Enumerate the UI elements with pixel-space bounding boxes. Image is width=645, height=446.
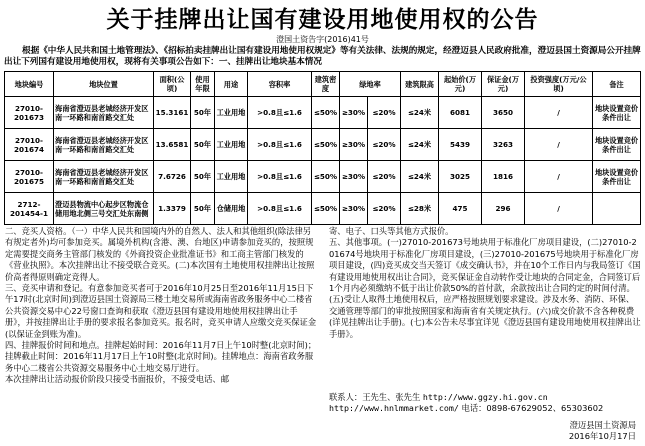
cell-remarks: 地块设置竞价条件出让 [593,97,641,129]
issuing-organization: 澄迈县国土资源局 [569,420,636,430]
section-bidder-qualification: 二、竞买人资格。（一）中华人民共和国境内外的自然人、法人和其他组织(除法律另有规定者外)均可参加竞买。属境外机构(含港、澳、台地区)申请参加竞买的，按照规定需要提交商务主管部门核发的《外商投资企业批准证书》和工商主管部门核发的《营业执照》。本次挂牌出让不接受联合竞买。(二)本次国有土地使用权挂牌出让按照价高者得原则确定竞得人。 [5,226,315,282]
cell-starting-price: 6081 [439,97,482,129]
table-row [5,129,641,161]
cell-height-limit: ≤24米 [401,161,439,193]
cell-area: 7.6726 [154,161,191,193]
cell-term: 50年 [191,129,215,161]
cell-deposit: 3263 [482,129,525,161]
section-bidding-method-cont: 寄、电子、口头等其他方式报价。 [329,226,454,236]
portal-link[interactable]: http://www.ggzy.hi.gov.cn [422,392,548,402]
cell-plot-ratio: >0.8且≤1.6 [248,193,312,225]
cell-plot-ratio: >0.8且≤1.6 [248,97,312,129]
header-green-ratio: 绿地率 [340,72,401,97]
cell-parcel-id: 27010-201675 [5,161,54,193]
header-starting-price: 起始价(万元) [439,72,482,97]
left-column-text [5,226,318,446]
cell-green-ratio-max: ≤20% [368,161,401,193]
table-row [5,161,641,193]
cell-remarks: 地块设置竞价条件出让 [593,129,641,161]
cell-area: 13.6581 [154,129,191,161]
header-building-density: 建筑密度 [312,72,340,97]
section-bidding-time-place: 四、挂牌报价时间和地点。挂牌起始时间：2016年11月7日上午10时整(北京时间)；挂牌截止时间：2016年11月17日上午10时整(北京时间)。挂牌地点：海南省政务服务中心二楼省公共资源交易服务中心土地交易厅进行。 [5,340,317,373]
cell-term: 50年 [191,193,215,225]
cell-term: 50年 [191,97,215,129]
cell-green-ratio-max: ≤20% [368,193,401,225]
cell-location: 海南省澄迈县老城经济开发区南一环路和南首路交汇处 [54,161,154,193]
cell-starting-price: 3025 [439,161,482,193]
cell-area: 15.3161 [154,97,191,129]
cell-use: 工业用地 [215,129,248,161]
header-term: 使用年限 [191,72,215,97]
cell-starting-price: 475 [439,193,482,225]
cell-height-limit: ≤28米 [401,193,439,225]
section-bidding-method: 本次挂牌出让活动报价阶段只接受书面报价，不接受电话、邮 [5,374,230,385]
cell-parcel-id: 2712-201454-1 [5,193,54,225]
section-other-matters: 五、其他事项。(一)27010-201673号地块用于标准化厂房项目建设，(二)27010-201674号地块用于标准化厂房项目建设，(三)27010-201675号地块用于标准化厂房项目建设，(四)竞买成交当天签订《成交确认书》，并在10个工作日内与我局签订《国有建设用地使用权出让合同》，竞买保证金自动转作受让地块的合同定金，合同签订后1个月内必须缴纳不低于出让价款50%的首付款，余款按出让合同约定的时间付清。(五)受让人取得土地使用权后，应严格按照规划要求建设。涉及水务、消防、环保、交通管理等部门的审批按照国家和海南省有关规定执行。(六)成交价款不含各种税费(详见挂牌出让手册)。(七)本公告未尽事宜详见《澄迈县国有建设用地使用权挂牌出让手册》。 [329,237,641,339]
cell-building-density: ≤50% [312,193,340,225]
cell-building-density: ≤50% [312,97,340,129]
cell-green-ratio-min: ≥30% [340,97,368,129]
cell-use: 仓储用地 [215,193,248,225]
cell-parcel-id: 27010-201674 [5,129,54,161]
intro-paragraph: 根据《中华人民共和国土地管理法》、《招标拍卖挂牌出让国有建设用地使用权规定》等有关法律、法规的规定，经澄迈县人民政府批准，澄迈县国土资源局公开挂牌出让下列国有建设用地使用权，现将有关事项公告如下：一、挂牌出让地块基本情况 [4,46,641,67]
header-area: 面积(公顷) [154,72,191,97]
section-application-registration: 三、竞买申请和登记。有意参加竞买者可于2016年10月25日至2016年11月15日下午17时(北京时间)到澄迈县国土资源局三楼土地交易所或海南省政务服务中心二楼省公共资源交易中心22号窗口查询和获取《澄迈县国有建设用地使用权挂牌出让手册》，并按挂牌出让手册的要求报名参加竞买。报名时，竞买申请人应缴交竞买保证金(以保证金到账为准)。 [5,283,317,339]
cell-investment-intensity: / [525,193,593,225]
header-height-limit: 建筑限高 [401,72,439,97]
header-parcel-id: 地块编号 [5,72,54,97]
cell-starting-price: 5439 [439,129,482,161]
cell-location: 澄迈县物流中心起步区物流仓储用地北侧三号交汇处东南侧 [54,193,154,225]
cell-height-limit: ≤24米 [401,97,439,129]
cell-green-ratio-min: ≥30% [340,129,368,161]
cell-deposit: 3650 [482,97,525,129]
document-number: 澄国土资告字(2016)41号 [276,35,369,44]
cell-deposit: 1816 [482,161,525,193]
cell-building-density: ≤50% [312,129,340,161]
header-use: 用途 [215,72,248,97]
header-remarks: 备注 [593,72,641,97]
cell-location: 海南省澄迈县老城经济开发区南一环路和南首路交汇处 [54,129,154,161]
issue-date: 2016年10月17日 [568,431,636,441]
cell-building-density: ≤50% [312,161,340,193]
cell-green-ratio-max: ≤20% [368,129,401,161]
cell-use: 工业用地 [215,161,248,193]
header-location: 地块位置 [54,72,154,97]
header-investment-intensity: 投资强度(万元/公顷) [525,72,593,97]
cell-use: 工业用地 [215,97,248,129]
contact-persons: 联系人：王先生、张先生 [329,392,421,402]
cell-term: 50年 [191,161,215,193]
cell-plot-ratio: >0.8且≤1.6 [248,129,312,161]
cell-parcel-id: 27010-201673 [5,97,54,129]
page-title: 关于挂牌出让国有建设用地使用权的公告 [106,7,539,33]
cell-green-ratio-min: ≥30% [340,161,368,193]
table-row [5,193,641,225]
land-parcel-table [4,71,641,225]
cell-height-limit: ≤24米 [401,129,439,161]
table-header-row [5,72,641,97]
cell-investment-intensity: / [525,97,593,129]
table-row [5,97,641,129]
cell-green-ratio-min: ≥30% [340,193,368,225]
cell-deposit: 296 [482,193,525,225]
header-plot-ratio: 容积率 [248,72,312,97]
signature-block [569,420,636,442]
cell-investment-intensity: / [525,161,593,193]
cell-remarks: 地块设置竞价条件出让 [593,161,641,193]
cell-location: 海南省澄迈县老城经济开发区南一环路和南首路交汇处 [54,97,154,129]
cell-plot-ratio: >0.8且≤1.6 [248,161,312,193]
land-market-link[interactable]: http://www.hnlmmarket.com/ [329,403,459,414]
cell-area: 1.3379 [154,193,191,225]
cell-investment-intensity: / [525,129,593,161]
cell-green-ratio-max: ≤20% [368,97,401,129]
cell-remarks [593,193,641,225]
contact-phone: 电话：0898-67629052、65303602 [461,403,604,414]
header-deposit: 保证金(万元) [482,72,525,97]
contact-block [329,392,642,415]
